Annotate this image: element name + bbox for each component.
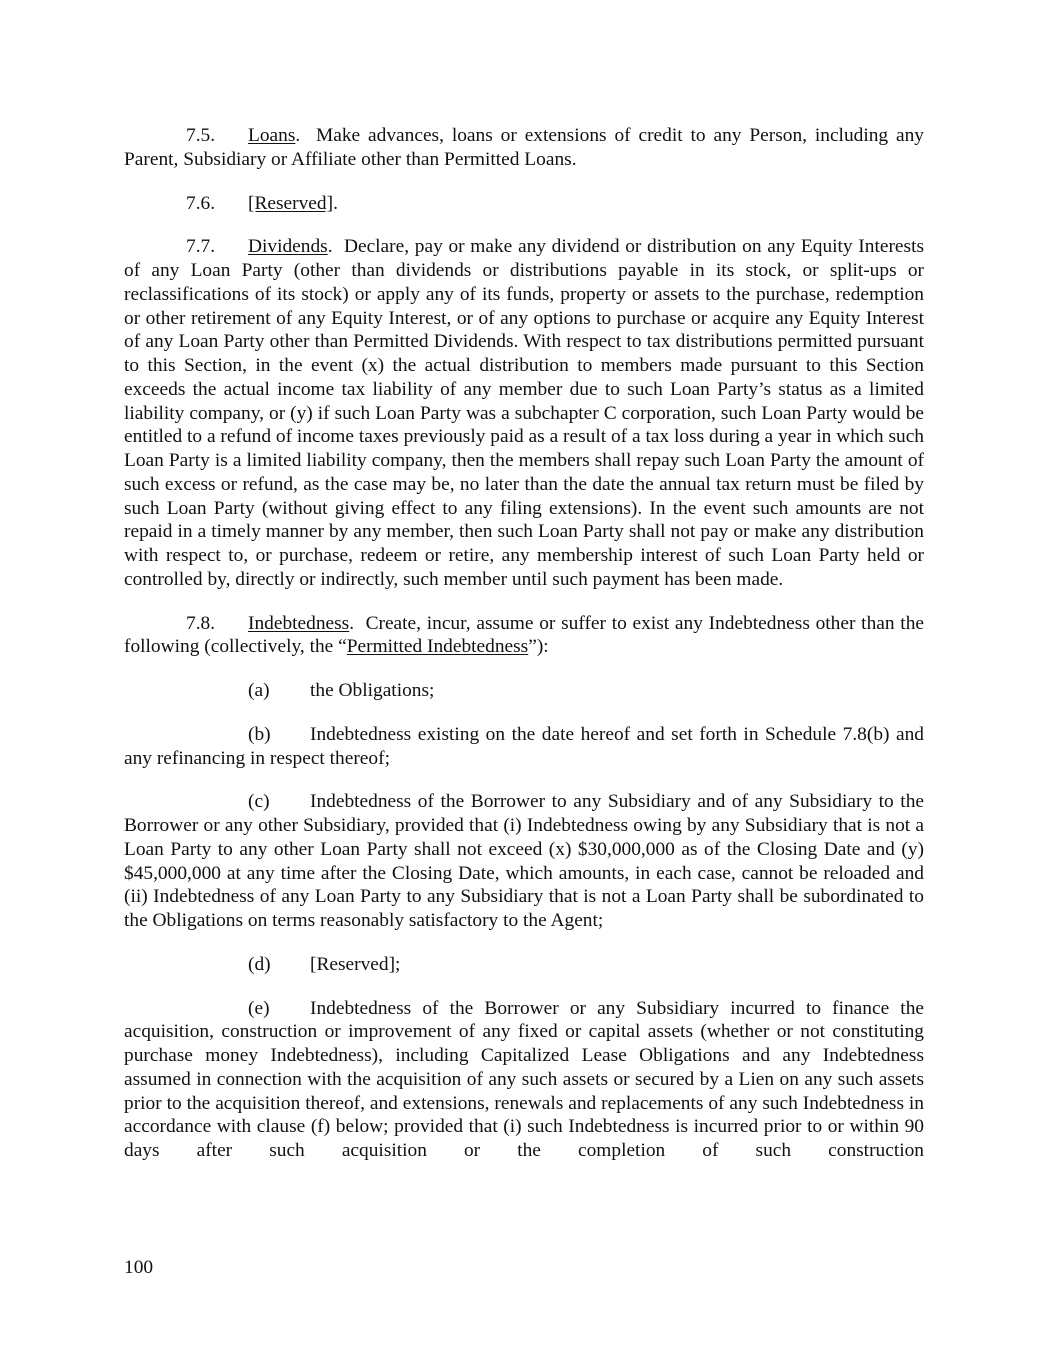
clause-label: (e) (248, 997, 270, 1019)
clause-label: (d) (248, 953, 271, 975)
section-text: . (333, 192, 338, 214)
section-7-6 (124, 192, 924, 216)
section-text: Make advances, loans or extensions of credit to any Person, including any Parent, Subsidiary or Affiliate other than Permitted Loans. (124, 125, 924, 170)
clause-label: (b) (248, 723, 271, 745)
section-number: 7.6. (186, 192, 216, 214)
section-text: Declare, pay or make any dividend or distribution on any Equity Interests of any Loan Party (other than dividends or distributions payable in its stock, or split-ups or reclassifications of its stock) or apply any of its funds, property or assets to the purchase, redemption or other retirement of any Equity Interest, or of any options to purchase or acquire any Equity Interest of any Loan Party other than Permitted Dividends. With respect to tax distributions permitted pursuant to this Section, in the event (x) the actual distribution to members made pursuant to this Section exceeds the actual income tax liability of any member due to such Loan Party’s status as a limited liability company, or (y) if such Loan Party was a subchapter C corporation, such Loan Party would be entitled to a refund of income taxes previously paid as a result of a tax loss during a year in which such Loan Party is a limited liability company, then the members shall repay such Loan Party the amount of such excess or refund, as the case may be, no later than the date the annual tax return must be filed by such Loan Party (without giving effect to any filing extensions). In the event such amounts are not repaid in a timely manner by any member, then such Loan Party shall not pay or make any distribution with respect to, or purchase, redeem or retire, any membership interest of such Loan Party held or controlled by, directly or indirectly, such member until such payment has been made. (124, 236, 925, 590)
section-heading: Loans (248, 125, 296, 146)
clause-text: [Reserved]; (310, 953, 401, 975)
clause-d (124, 953, 924, 977)
section-heading: Indebtedness (248, 612, 350, 634)
clause-text: Indebtedness of the Borrower or any Subsidiary incurred to finance the acquisition, construction or improvement of any fixed or capital assets (whether or not constituting purchase money Indebtedness), including Capitalized Lease Obligations and any Indebtedness assumed in connection with the acquisition of any such assets or secured by a Lien on any such assets prior to the acquisition thereof, and extensions, renewals and replacements of any such Indebtedness in accordance with clause (f) below; provided that (i) such Indebtedness is incurred prior to or within 90 days after such acquisition or the completion of such construction (124, 997, 924, 1161)
section-text: Create, incur, assume or suffer to exist any Indebtedness other than the following (collectively, the “ (124, 612, 924, 658)
clause-text: the Obligations; (310, 680, 435, 701)
page-number: 100 (124, 1257, 154, 1278)
document-page (124, 124, 924, 1183)
clause-text: Indebtedness of the Borrower to any Subsidiary and of any Subsidiary to the Borrower or any other Subsidiary, provided that (i) Indebtedness owing by any Subsidiary that is not a Loan Party to any other Loan Party shall not exceed (x) $30,000,000 as of the Closing Date and (y) $45,000,000 at any time after the Closing Date, which amounts, in each case, cannot be reloaded and (ii) Indebtedness of any Loan Party to any Subsidiary that is not a Loan Party shall be subordinated to the Obligations on terms reasonably satisfactory to the Agent; (124, 791, 924, 931)
section-7-7: 7.7. Dividends. Declare, pay or make any dividend or distribution on any Equity Interests of any Loan Party (other than dividends or distributions payable in its stock, or split-ups or reclassifications of its stock) or apply any of its funds, property or assets to the purchase, redemption or other retirement of any Equity Interest, or of any options to purchase or acquire any Equity Interest of any Loan Party other than Permitted Dividends. With respect to tax distributions permitted pursuant to this Section, in the event (x) the actual distribution to members made pursuant to this Section exceeds the actual income tax liability of any member due to such Loan Party’s status as a limited liability company, or (y) if such Loan Party was a subchapter C corporation, such Loan Party would be entitled to a refund of income taxes previously paid as a result of a tax loss during a year in which such Loan Party is a limited liability company, then the members shall repay such Loan Party the amount of such excess or refund, as the case may be, no later than the date the annual tax return must be filed by such Loan Party (without giving effect to any filing extensions). In the event such amounts are not repaid in a timely manner by any member, then such Loan Party shall not pay or make any distribution with respect to, or purchase, redeem or retire, any membership interest of such Loan Party held or controlled by, directly or indirectly, such member until such payment has been made. (124, 236, 925, 590)
section-number: 7.8. (186, 612, 216, 634)
section-number: 7.7. (186, 236, 216, 258)
clause-b (124, 723, 924, 771)
section-7-5: 7.5. Loans. Make advances, loans or extensions of credit to any Person, including any Parent, Subsidiary or Affiliate other than Permitted Loans. (124, 125, 924, 170)
section-number: 7.5. (186, 125, 216, 146)
section-text-end: ”): (528, 636, 549, 658)
clause-e (124, 997, 924, 1163)
clause-label: (c) (248, 791, 270, 813)
defined-term: Permitted Indebtedness (346, 636, 529, 658)
clause-c (124, 790, 924, 933)
clause-label: (a) (248, 680, 270, 701)
clause-text: Indebtedness existing on the date hereof and set forth in Schedule 7.8(b) and any refinancing in respect thereof; (124, 723, 924, 769)
clause-a (124, 679, 924, 703)
section-heading: [Reserved] (248, 192, 334, 214)
section-7-8: 7.8. Indebtedness. Create, incur, assume or suffer to exist any Indebtedness other than the following (collectively, the “Permitted Indebtedness”): (124, 612, 924, 658)
section-heading: Dividends (248, 236, 328, 258)
